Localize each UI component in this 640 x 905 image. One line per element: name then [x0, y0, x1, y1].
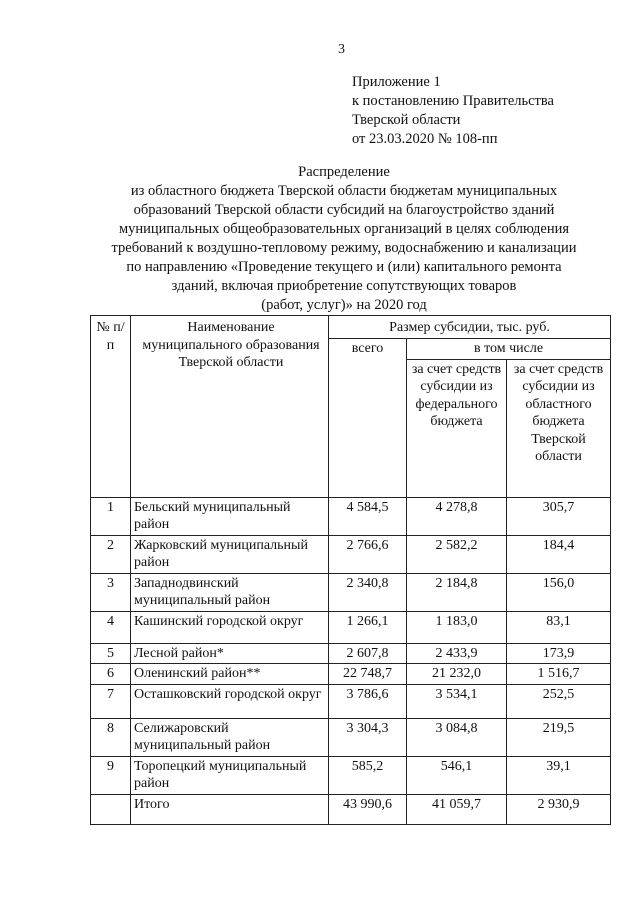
row-total-cell: 585,2	[329, 756, 407, 794]
row-federal-cell: 546,1	[407, 756, 507, 794]
row-regional-cell: 1 516,7	[507, 664, 611, 685]
row-regional-cell: 156,0	[507, 573, 611, 611]
row-regional-cell: 173,9	[507, 643, 611, 664]
row-num-cell: 3	[91, 573, 131, 611]
header-including: в том числе	[407, 339, 611, 360]
title-line: из областного бюджета Тверской области бюджетам муниципальных	[130, 183, 558, 199]
row-name-cell: Кашинский городской округ	[131, 611, 329, 643]
row-federal-cell: 3 534,1	[407, 684, 507, 718]
table-row	[91, 718, 611, 756]
row-total-cell: 4 584,5	[329, 497, 407, 535]
title-line: по направлению «Проведение текущего и (или) капитального ремонта	[126, 259, 562, 275]
title-line: образований Тверской области субсидий на благоустройство зданий	[133, 202, 555, 218]
row-regional-cell: 2 930,9	[507, 794, 611, 824]
document-title	[80, 163, 608, 315]
title-line: муниципальных общеобразовательных организаций в целях соблюдения	[118, 221, 570, 237]
table-row	[91, 664, 611, 685]
table-row	[91, 535, 611, 573]
header-total: всего	[329, 339, 407, 498]
annex-header	[352, 73, 554, 149]
row-name-cell: Жарковский муниципальный район	[131, 535, 329, 573]
row-total-cell: 3 786,6	[329, 684, 407, 718]
subsidy-distribution-table	[90, 315, 611, 825]
row-total-cell: 2 607,8	[329, 643, 407, 664]
row-name-cell: Итого	[131, 794, 329, 824]
header-federal: за счет средств субсидии из федерального бюджета	[407, 359, 507, 497]
title-line: (работ, услуг)» на 2020 год	[261, 297, 427, 313]
header-name: Наименование муниципального образования Тверской области	[131, 316, 329, 498]
row-num-cell: 5	[91, 643, 131, 664]
row-num-cell: 9	[91, 756, 131, 794]
row-name-cell: Селижаровский муниципальный район	[131, 718, 329, 756]
row-regional-cell: 39,1	[507, 756, 611, 794]
table-row	[91, 611, 611, 643]
row-name-cell: Торопецкий муниципальный район	[131, 756, 329, 794]
header-size: Размер субсидии, тыс. руб.	[329, 316, 611, 339]
row-name-cell: Бельский муниципальный район	[131, 497, 329, 535]
table-row	[91, 794, 611, 824]
row-num-cell: 8	[91, 718, 131, 756]
title-line: требований к воздушно-тепловому режиму, водоснабжению и канализации	[111, 240, 577, 256]
annex-line: Тверской области	[352, 112, 461, 128]
annex-line: к постановлению Правительства	[352, 93, 554, 109]
row-federal-cell: 1 183,0	[407, 611, 507, 643]
row-federal-cell: 4 278,8	[407, 497, 507, 535]
row-federal-cell: 2 184,8	[407, 573, 507, 611]
page-number: 3	[338, 42, 345, 57]
table-row	[91, 497, 611, 535]
row-name-cell: Лесной район*	[131, 643, 329, 664]
annex-line: от 23.03.2020 № 108-пп	[352, 131, 498, 147]
row-name-cell: Оленинский район**	[131, 664, 329, 685]
table-row	[91, 643, 611, 664]
table-row	[91, 573, 611, 611]
row-num-cell: 2	[91, 535, 131, 573]
row-num-cell: 7	[91, 684, 131, 718]
row-federal-cell: 2 433,9	[407, 643, 507, 664]
row-total-cell: 3 304,3	[329, 718, 407, 756]
row-regional-cell: 305,7	[507, 497, 611, 535]
row-federal-cell: 3 084,8	[407, 718, 507, 756]
row-federal-cell: 41 059,7	[407, 794, 507, 824]
annex-line: Приложение 1	[352, 74, 441, 90]
row-regional-cell: 83,1	[507, 611, 611, 643]
row-name-cell: Осташковский городской округ	[131, 684, 329, 718]
row-num-cell: 6	[91, 664, 131, 685]
row-total-cell: 2 766,6	[329, 535, 407, 573]
header-num: № п/п	[91, 316, 131, 498]
row-name-cell: Западнодвинский муниципальный район	[131, 573, 329, 611]
title-line: Распределение	[298, 164, 390, 180]
header-regional: за счет средств субсидии из областного бюджета Тверской области	[507, 359, 611, 497]
row-federal-cell: 2 582,2	[407, 535, 507, 573]
row-regional-cell: 184,4	[507, 535, 611, 573]
table-row	[91, 756, 611, 794]
row-regional-cell: 252,5	[507, 684, 611, 718]
table-row	[91, 684, 611, 718]
row-total-cell: 1 266,1	[329, 611, 407, 643]
row-total-cell: 2 340,8	[329, 573, 407, 611]
row-num-cell: 4	[91, 611, 131, 643]
row-total-cell: 22 748,7	[329, 664, 407, 685]
row-num-cell	[91, 794, 131, 824]
row-regional-cell: 219,5	[507, 718, 611, 756]
row-num-cell: 1	[91, 497, 131, 535]
table-body	[91, 497, 611, 824]
row-total-cell: 43 990,6	[329, 794, 407, 824]
title-line: зданий, включая приобретение сопутствующих товаров	[171, 278, 517, 294]
row-federal-cell: 21 232,0	[407, 664, 507, 685]
